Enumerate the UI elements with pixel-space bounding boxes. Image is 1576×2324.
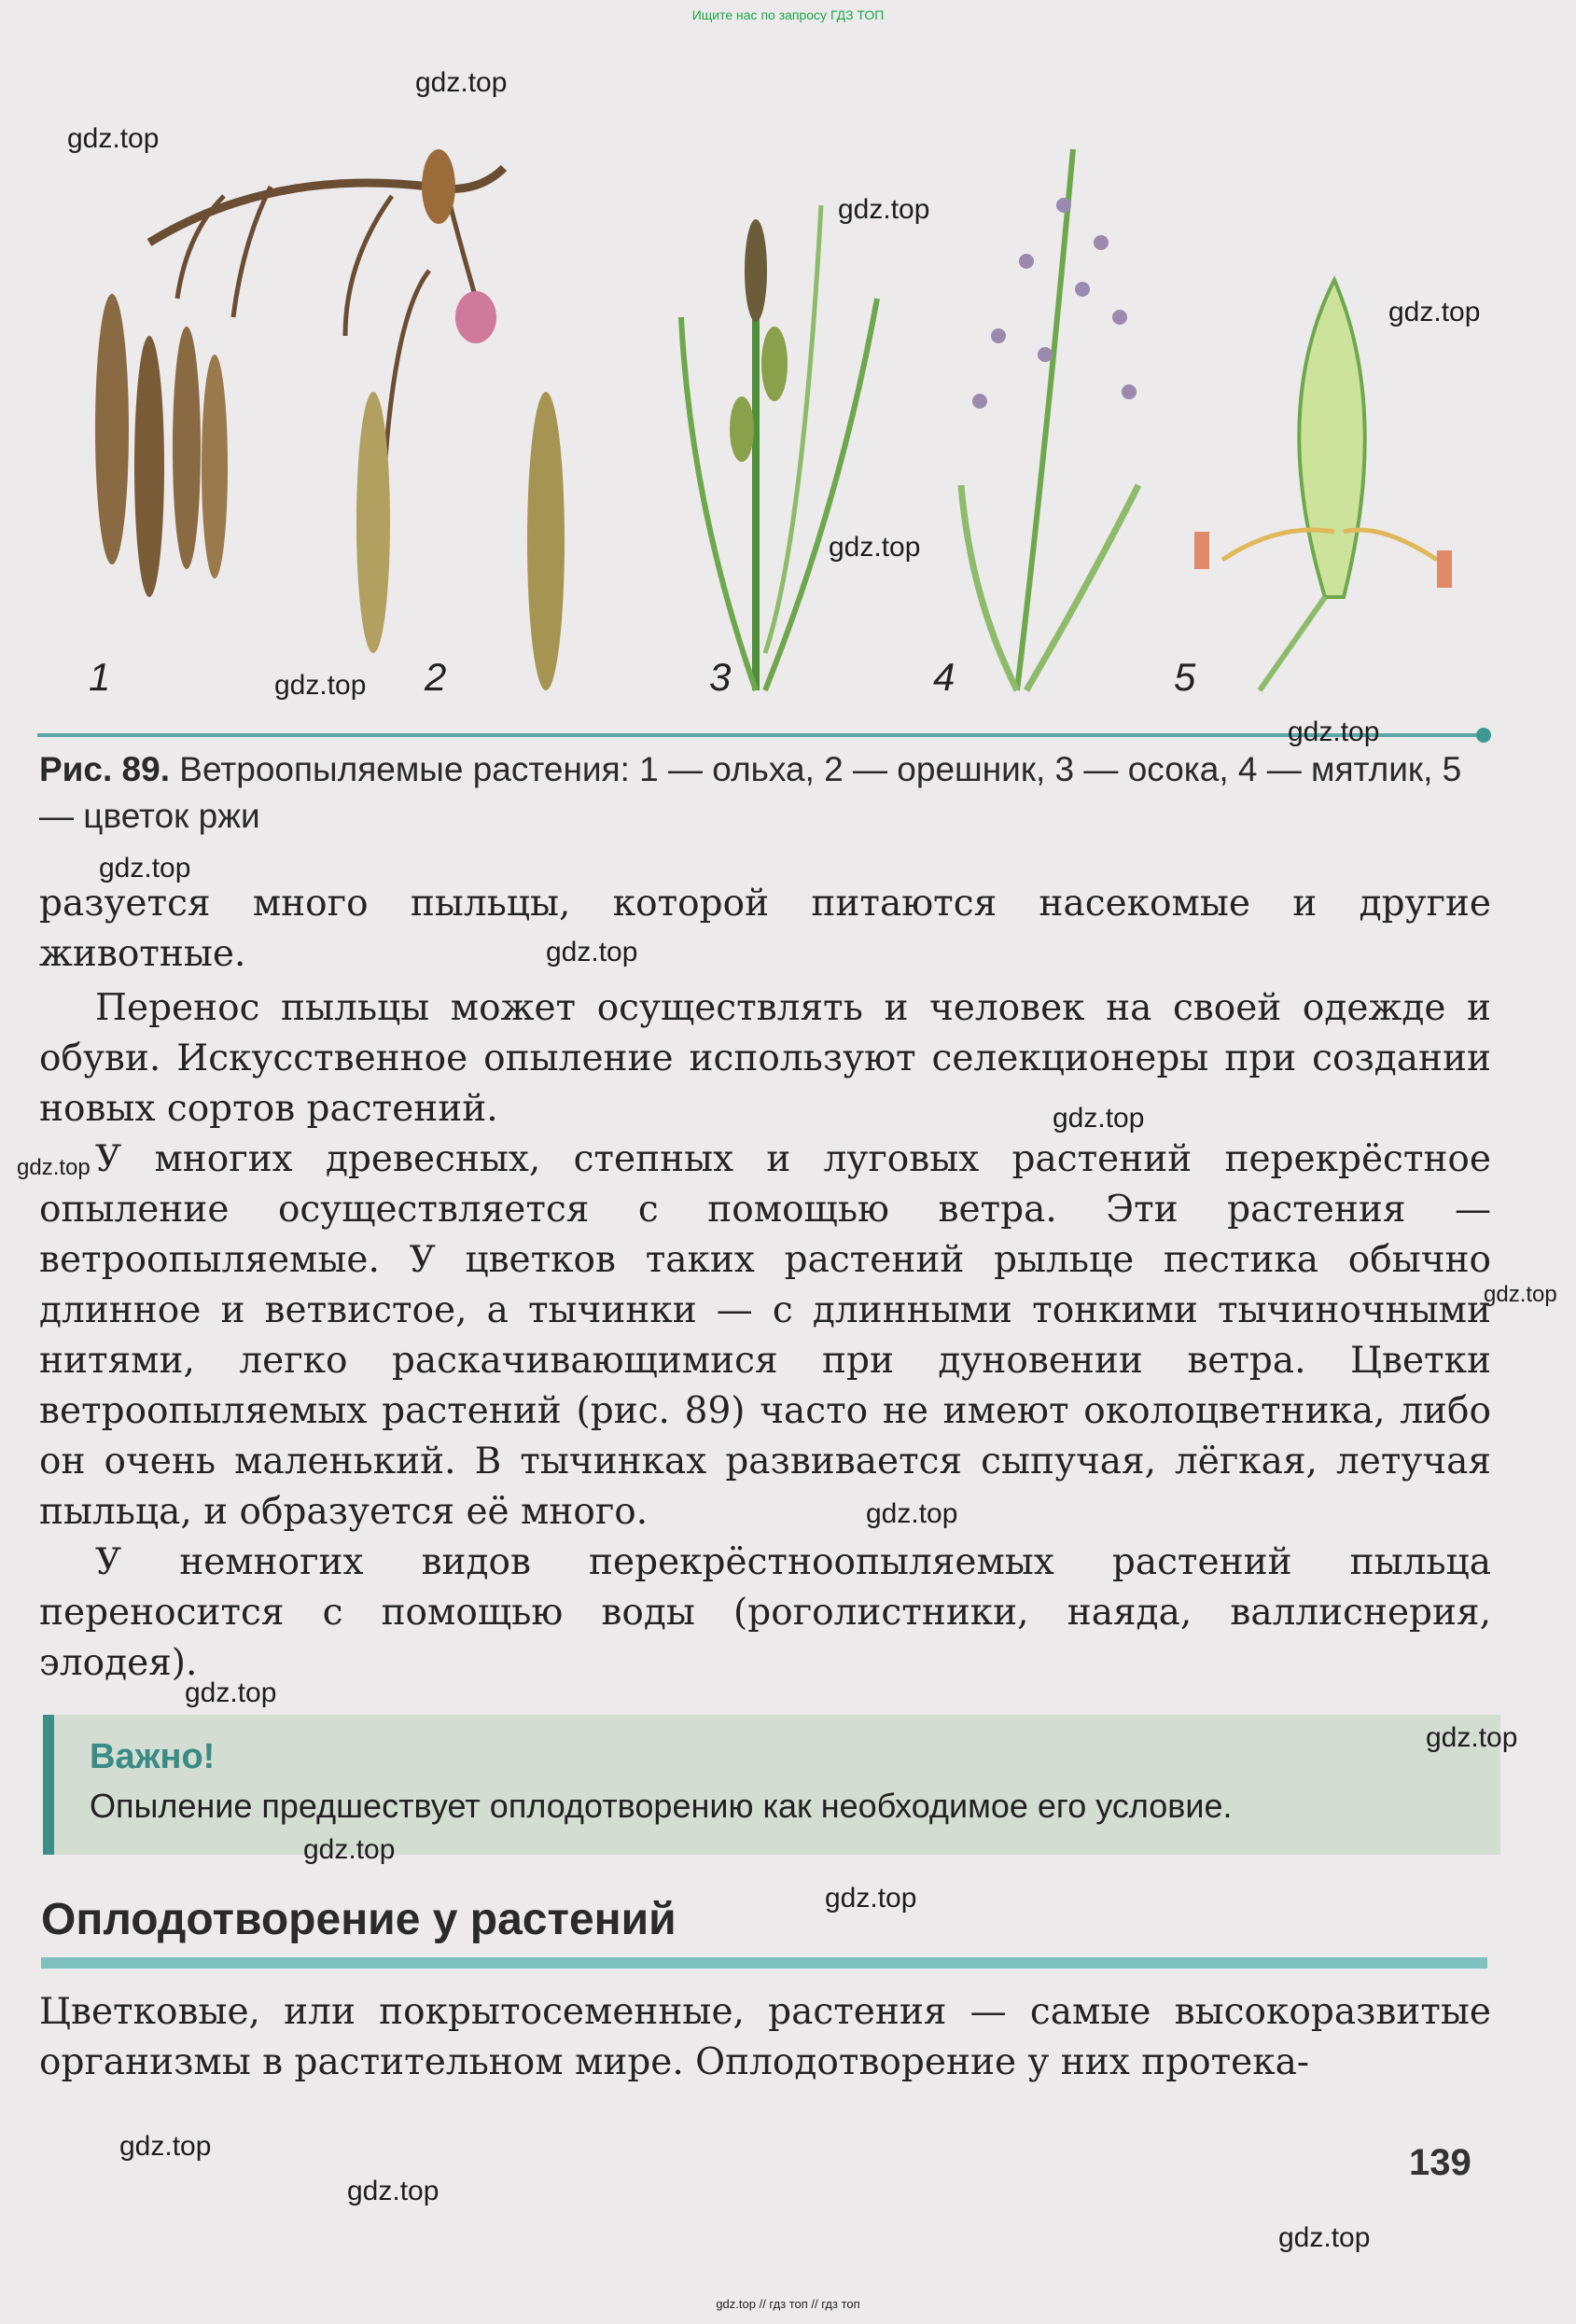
plants-illustration — [37, 131, 1493, 709]
figure-number-5: 5 — [1174, 655, 1196, 699]
watermark: gdz.top — [119, 2131, 212, 2162]
watermark: gdz.top — [829, 532, 921, 563]
paragraph-1: разуется много пыльцы, которой питаются насекомые и другие животные. — [39, 883, 1491, 975]
section-title: Оплодотворение у растений — [41, 1895, 676, 1944]
watermark: gdz.top — [185, 1677, 277, 1708]
section-underline — [41, 1957, 1487, 1969]
page-number: 139 — [1409, 2142, 1471, 2183]
watermark: gdz.top — [67, 123, 160, 154]
watermark: gdz.top — [1288, 717, 1380, 747]
watermark: gdz.top — [546, 937, 638, 967]
watermark: gdz.top — [1388, 297, 1481, 327]
figure-number-4: 4 — [933, 655, 955, 699]
figure-divider — [37, 733, 1484, 737]
watermark: gdz.top — [17, 1155, 91, 1180]
watermark: gdz.top — [99, 853, 191, 884]
top-note: Ищите нас по запросу ГДЗ ТОП — [691, 7, 885, 22]
watermark: gdz.top — [1053, 1103, 1145, 1134]
watermark: gdz.top — [274, 670, 367, 701]
watermark: gdz.top — [1426, 1722, 1518, 1753]
watermark: gdz.top — [825, 1883, 917, 1913]
important-box — [43, 1715, 1500, 1855]
figure-number-3: 3 — [709, 655, 732, 699]
section-text: Цветковые, или покрытосеменные, растения — самые высокоразвитые организмы в растительном мире. Оплодотворение у них протека- — [39, 1991, 1491, 2083]
paragraph-2: Перенос пыльцы может осуществлять и человек на своей одежде и обуви. Искусственное опыление используют селекционеры при создании новых сортов растений. — [39, 987, 1491, 1130]
watermark: gdz.top — [1278, 2222, 1371, 2253]
paragraph-4: У немногих видов перекрёстноопыляемых растений пыльца переносится с помощью воды (роголистники, наяда, валлиснерия, элодея). — [39, 1541, 1491, 1684]
watermark: gdz.top — [415, 67, 508, 98]
watermark: gdz.top — [866, 1498, 958, 1529]
watermark: gdz.top — [303, 1834, 396, 1865]
important-text: Опыление предшествует оплодотворению как необходимое его условие. — [90, 1787, 1233, 1825]
figure-caption — [39, 746, 1495, 840]
watermark: gdz.top — [347, 2176, 439, 2206]
caption-text: Ветроопыляемые растения: 1 — ольха, 2 — орешник, 3 — осока, 4 — мятлик, 5 — цветок ржи — [39, 750, 1462, 835]
bottom-note: gdz.top // гдз топ // гдз топ — [716, 2297, 860, 2311]
figure-number-2: 2 — [425, 655, 447, 699]
figure-number-1: 1 — [89, 655, 111, 699]
caption-label: Рис. 89. — [39, 750, 170, 788]
figure-divider-dot — [1476, 728, 1491, 743]
paragraph-3: У многих древесных, степных и луговых растений перекрёстное опыление осуществляется с помощью ветра. Эти растения — ветроопыляемые. У цветков таких растений рыльце пестика обычно длинное и ветвистое, а тычинки — с длинными тонкими тычиночными нитями, легко раскачивающимися при дуновении ветра. Цветки ветроопыляемых растений (рис. 89) часто не имеют околоцветника, либо он очень маленький. В тычинках развивается сыпучая, лёгкая, летучая пыльца, и образуется её много. — [39, 1138, 1491, 1533]
watermark: gdz.top — [838, 194, 930, 225]
watermark: gdz.top — [1484, 1282, 1557, 1307]
important-title: Важно! — [90, 1737, 216, 1776]
